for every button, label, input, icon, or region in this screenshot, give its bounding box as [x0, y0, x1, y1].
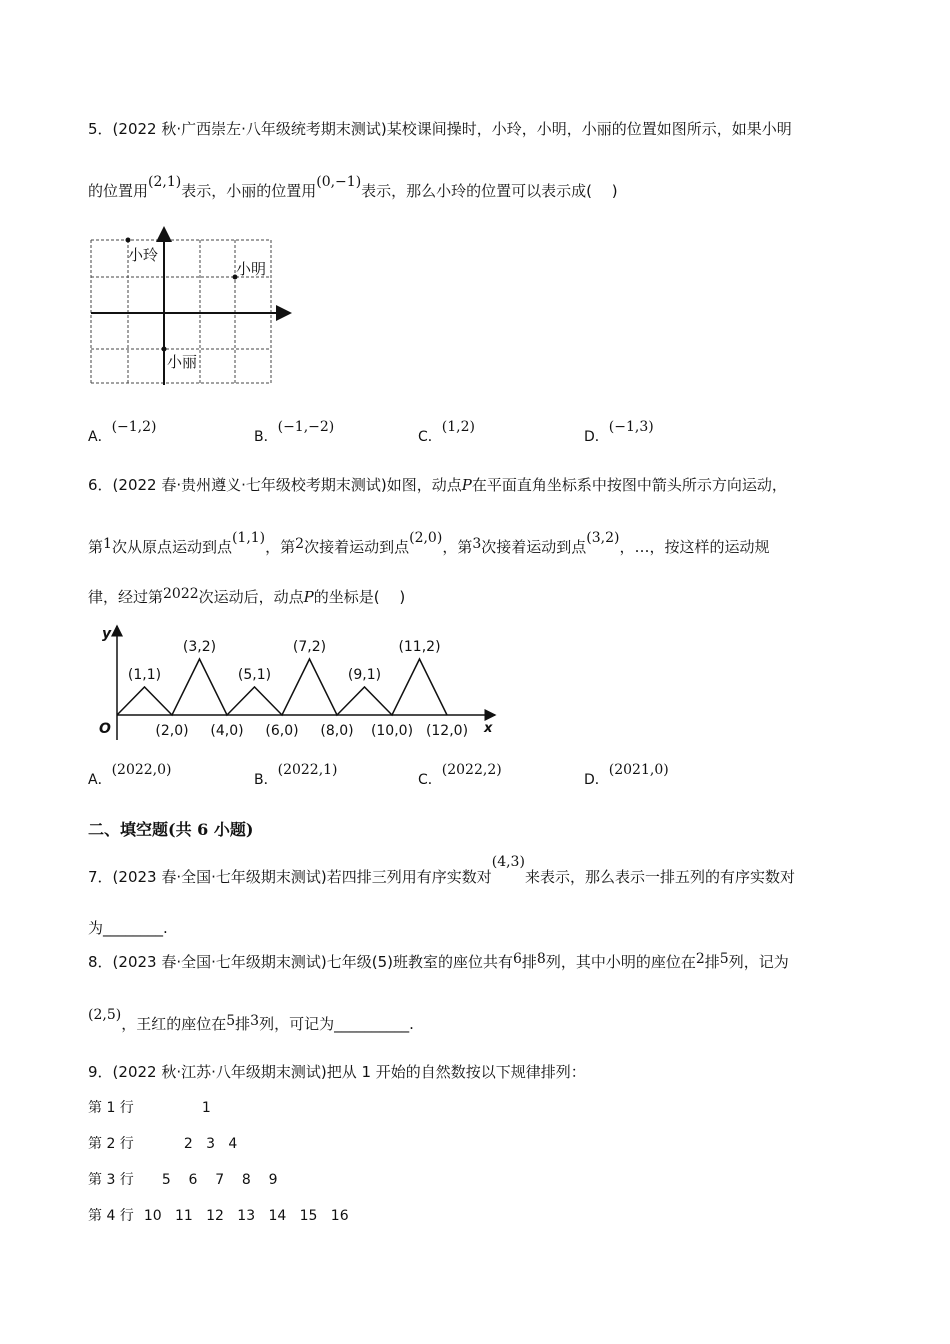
base-label: (2,0)	[155, 723, 189, 739]
origin-label: O	[99, 721, 111, 737]
peak-label: (9,1)	[347, 667, 382, 683]
y-axis-label: y	[102, 626, 112, 642]
q6-line3: 律，经过第2022次运动后，动点P的坐标是( )	[88, 586, 406, 606]
q5-option-d[interactable]: D．(−1,3)	[584, 419, 654, 445]
peak-label: (3,2)	[182, 639, 217, 655]
section-heading: 二、填空题(共 6 小题)	[88, 820, 254, 839]
q5-line1: 5．(2022 秋·广西崇左·八年级统考期末测试)某校课间操时，小玲，小明，小丽的位置如图所示，如果小明	[88, 120, 792, 138]
q6-line1: 6．(2022 春·贵州遵义·七年级校考期末测试)如图，动点P在平面直角坐标系中按图中箭头所示方向运动，	[88, 476, 787, 494]
peak-label: (7,2)	[292, 639, 327, 655]
x-axis-label: x	[484, 721, 493, 736]
q5-option-a[interactable]: A．(−1,2)	[88, 419, 157, 445]
q5-option-b[interactable]: B．(−1,−2)	[254, 419, 335, 445]
q7-line1: 7．(2023 春·全国·七年级期末测试)若四排三列用有序实数对(4,3)来表示，那么表示一排五列的有序实数对	[88, 854, 795, 886]
label-xiaoli: 小丽	[167, 353, 198, 371]
base-label: (4,0)	[210, 723, 244, 739]
q6-option-d[interactable]: D．(2021,0)	[584, 762, 669, 788]
math-expr: (0,−1)	[316, 174, 362, 190]
q9-row-3: 第 3 行 5 6 7 8 9	[88, 1172, 278, 1188]
q5-line2: 的位置用(2,1)表示，小丽的位置用(0,−1)表示，那么小玲的位置可以表示成( )	[88, 174, 618, 200]
q6-line2: 第1次从原点运动到点(1,1)，第2次接着运动到点(2,0)，第3次接着运动到点(3,2)，…，按这样的运动规	[88, 530, 770, 556]
base-label: (12,0)	[425, 723, 469, 739]
label-xiaoming: 小明	[236, 260, 267, 278]
zigzag-path	[117, 659, 447, 715]
peak-label: (5,1)	[237, 667, 272, 683]
q8-line1: 8．(2023 春·全国·七年级期末测试)七年级(5)班教室的座位共有6排8列，其中小明的座位在2排5列，记为	[88, 951, 789, 971]
q6-option-c[interactable]: C．(2022,2)	[418, 762, 502, 788]
peak-label: (11,2)	[398, 639, 441, 655]
math-expr: (2,1)	[148, 174, 182, 190]
q6-option-b[interactable]: B．(2022,1)	[254, 762, 338, 788]
q9-line1: 9．(2022 秋·江苏·八年级期末测试)把从 1 开始的自然数按以下规律排列：	[88, 1063, 586, 1081]
base-label: (8,0)	[320, 723, 354, 739]
q5-grid-figure	[86, 222, 298, 388]
base-label: (10,0)	[370, 723, 414, 739]
q6-option-a[interactable]: A．(2022,0)	[88, 762, 172, 788]
q9-row-4: 第 4 行 10 11 12 13 14 15 16	[88, 1208, 349, 1224]
base-label: (6,0)	[265, 723, 299, 739]
q5-option-c[interactable]: C．(1,2)	[418, 419, 475, 445]
q8-line2: (2,5)，王红的座位在5排3列，可记为__________.	[88, 1007, 414, 1033]
q9-row-2: 第 2 行 2 3 4	[88, 1136, 238, 1152]
q6-zigzag-chart	[95, 620, 505, 745]
q9-row-1: 第 1 行 1	[88, 1100, 211, 1116]
peak-label: (1,1)	[127, 667, 162, 683]
q7-line2: 为________.	[88, 919, 168, 937]
label-xiaoling: 小玲	[128, 246, 159, 264]
